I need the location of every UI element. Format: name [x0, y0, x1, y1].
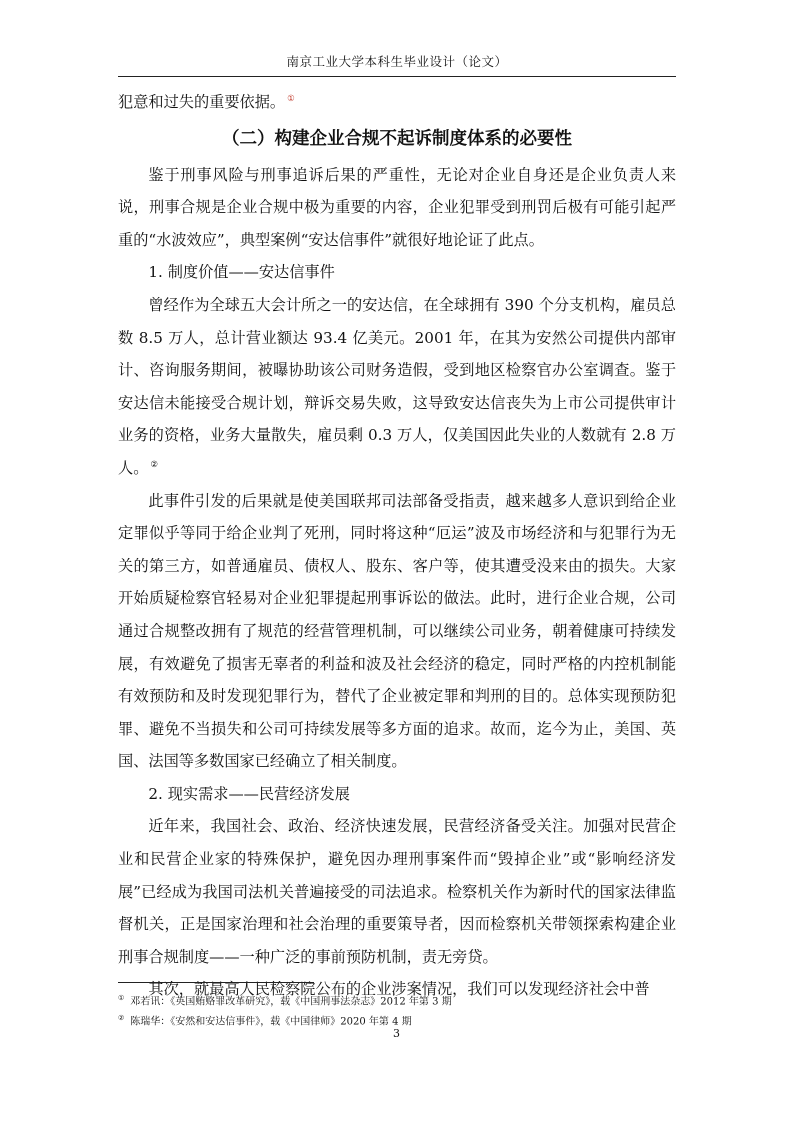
footnote-text: 陈瑞华：《安然和安达信事件》，载《中国律师》2020 年第 4 期 [130, 1016, 412, 1028]
body-paragraph: 近年来，我国社会、政治、经济快速发展，民营经济备受关注。加强对民营企业和民营企业家的特殊保护，避免因办理刑事案件而“毁掉企业”或“影响经济发展”已经成为我国司法机关普遍接受的司法追求。检察机关作为新时代的国家法律监督机关，正是国家治理和社会治理的重要策导者，因而检察机关带领探索构建企业刑事合规制度——一种广泛的事前预防机制，责无旁贷。 [118, 817, 676, 966]
footnote-text: 邓若讯：《英国贿赂罪改革研究》，载《中国刑事法杂志》2012 年第 3 期 [130, 996, 452, 1008]
body-paragraph: 其次，就最高人民检察院公布的企业涉案情况，我们可以发现经济社会中普 [148, 980, 650, 999]
footnote-mark: ① [118, 994, 125, 1002]
page-header [118, 52, 676, 77]
footnotes [118, 990, 676, 1031]
footnote-ref-2[interactable]: ② [150, 459, 158, 470]
document-body [118, 86, 676, 1006]
footnote-divider [118, 982, 314, 983]
intro-text: 犯意和过失的重要依据。 [118, 93, 286, 111]
footnote-item [118, 990, 676, 1010]
footnote-mark: ② [118, 1014, 125, 1023]
page-number: 3 [393, 1027, 400, 1040]
footnote-ref-1[interactable]: ① [287, 93, 295, 104]
body-paragraph [118, 289, 676, 485]
paragraph-text: 曾经作为全球五大会计所之一的安达信，在全球拥有 390 个分支机构，雇员总数 8.5 万人，总计营业额达 93.4 亿美元。2001 年，在其为安然公司提供内部审计、咨询服务期间，被曝协助该公司财务造假，受到地区检察官办公室调查。鉴于安达信未能接受合规计划，辩诉交易失败，这导致安达信丧失为上市公司提供审计业务的资格，业务大量散失，雇员剩 0.3 万人，仅美国因此失业的人数就有 2.8 万人。 [118, 295, 676, 477]
section-title: （二）构建企业合规不起诉制度体系的必要性 [222, 128, 572, 149]
subsection-title-2: 2. 现实需求——民营经济发展 [148, 784, 350, 803]
intro-paragraph [118, 86, 676, 119]
body-paragraph: 此事件引发的后果就是使美国联邦司法部备受指责，越来越多人意识到给企业定罪似乎等同于给企业判了死刑，同时将这种“厄运”波及市场经济和与犯罪行为无关的第三方，如普通雇员、债权人、股东、客户等，使其遭受没来由的损失。大家开始质疑检察官轻易对企业犯罪提起刑事诉讼的做法。此时，进行企业合规，公司通过合规整改拥有了规范的经营管理机制，可以继续公司业务，朝着健康可持续发展，有效避免了损害无辜者的利益和波及社会经济的稳定，同时严格的内控机制能有效预防和及时发现犯罪行为，替代了企业被定罪和判刑的目的。总体实现预防犯罪、避免不当损失和公司可持续发展等多方面的追求。故而，迄今为止，美国、英国、法国等多数国家已经确立了相关制度。 [118, 491, 676, 771]
subsection-title-1: 1. 制度价值——安达信事件 [148, 263, 335, 282]
header-title: 南京工业大学本科生毕业设计（论文） [286, 54, 508, 69]
body-paragraph: 鉴于刑事风险与刑事追诉后果的严重性，无论对企业自身还是企业负责人来说，刑事合规是企业合规中极为重要的内容，企业犯罪受到刑罚后极有可能引起严重的“水波效应”，典型案例“安达信事件”就很好地论证了此点。 [118, 165, 676, 249]
